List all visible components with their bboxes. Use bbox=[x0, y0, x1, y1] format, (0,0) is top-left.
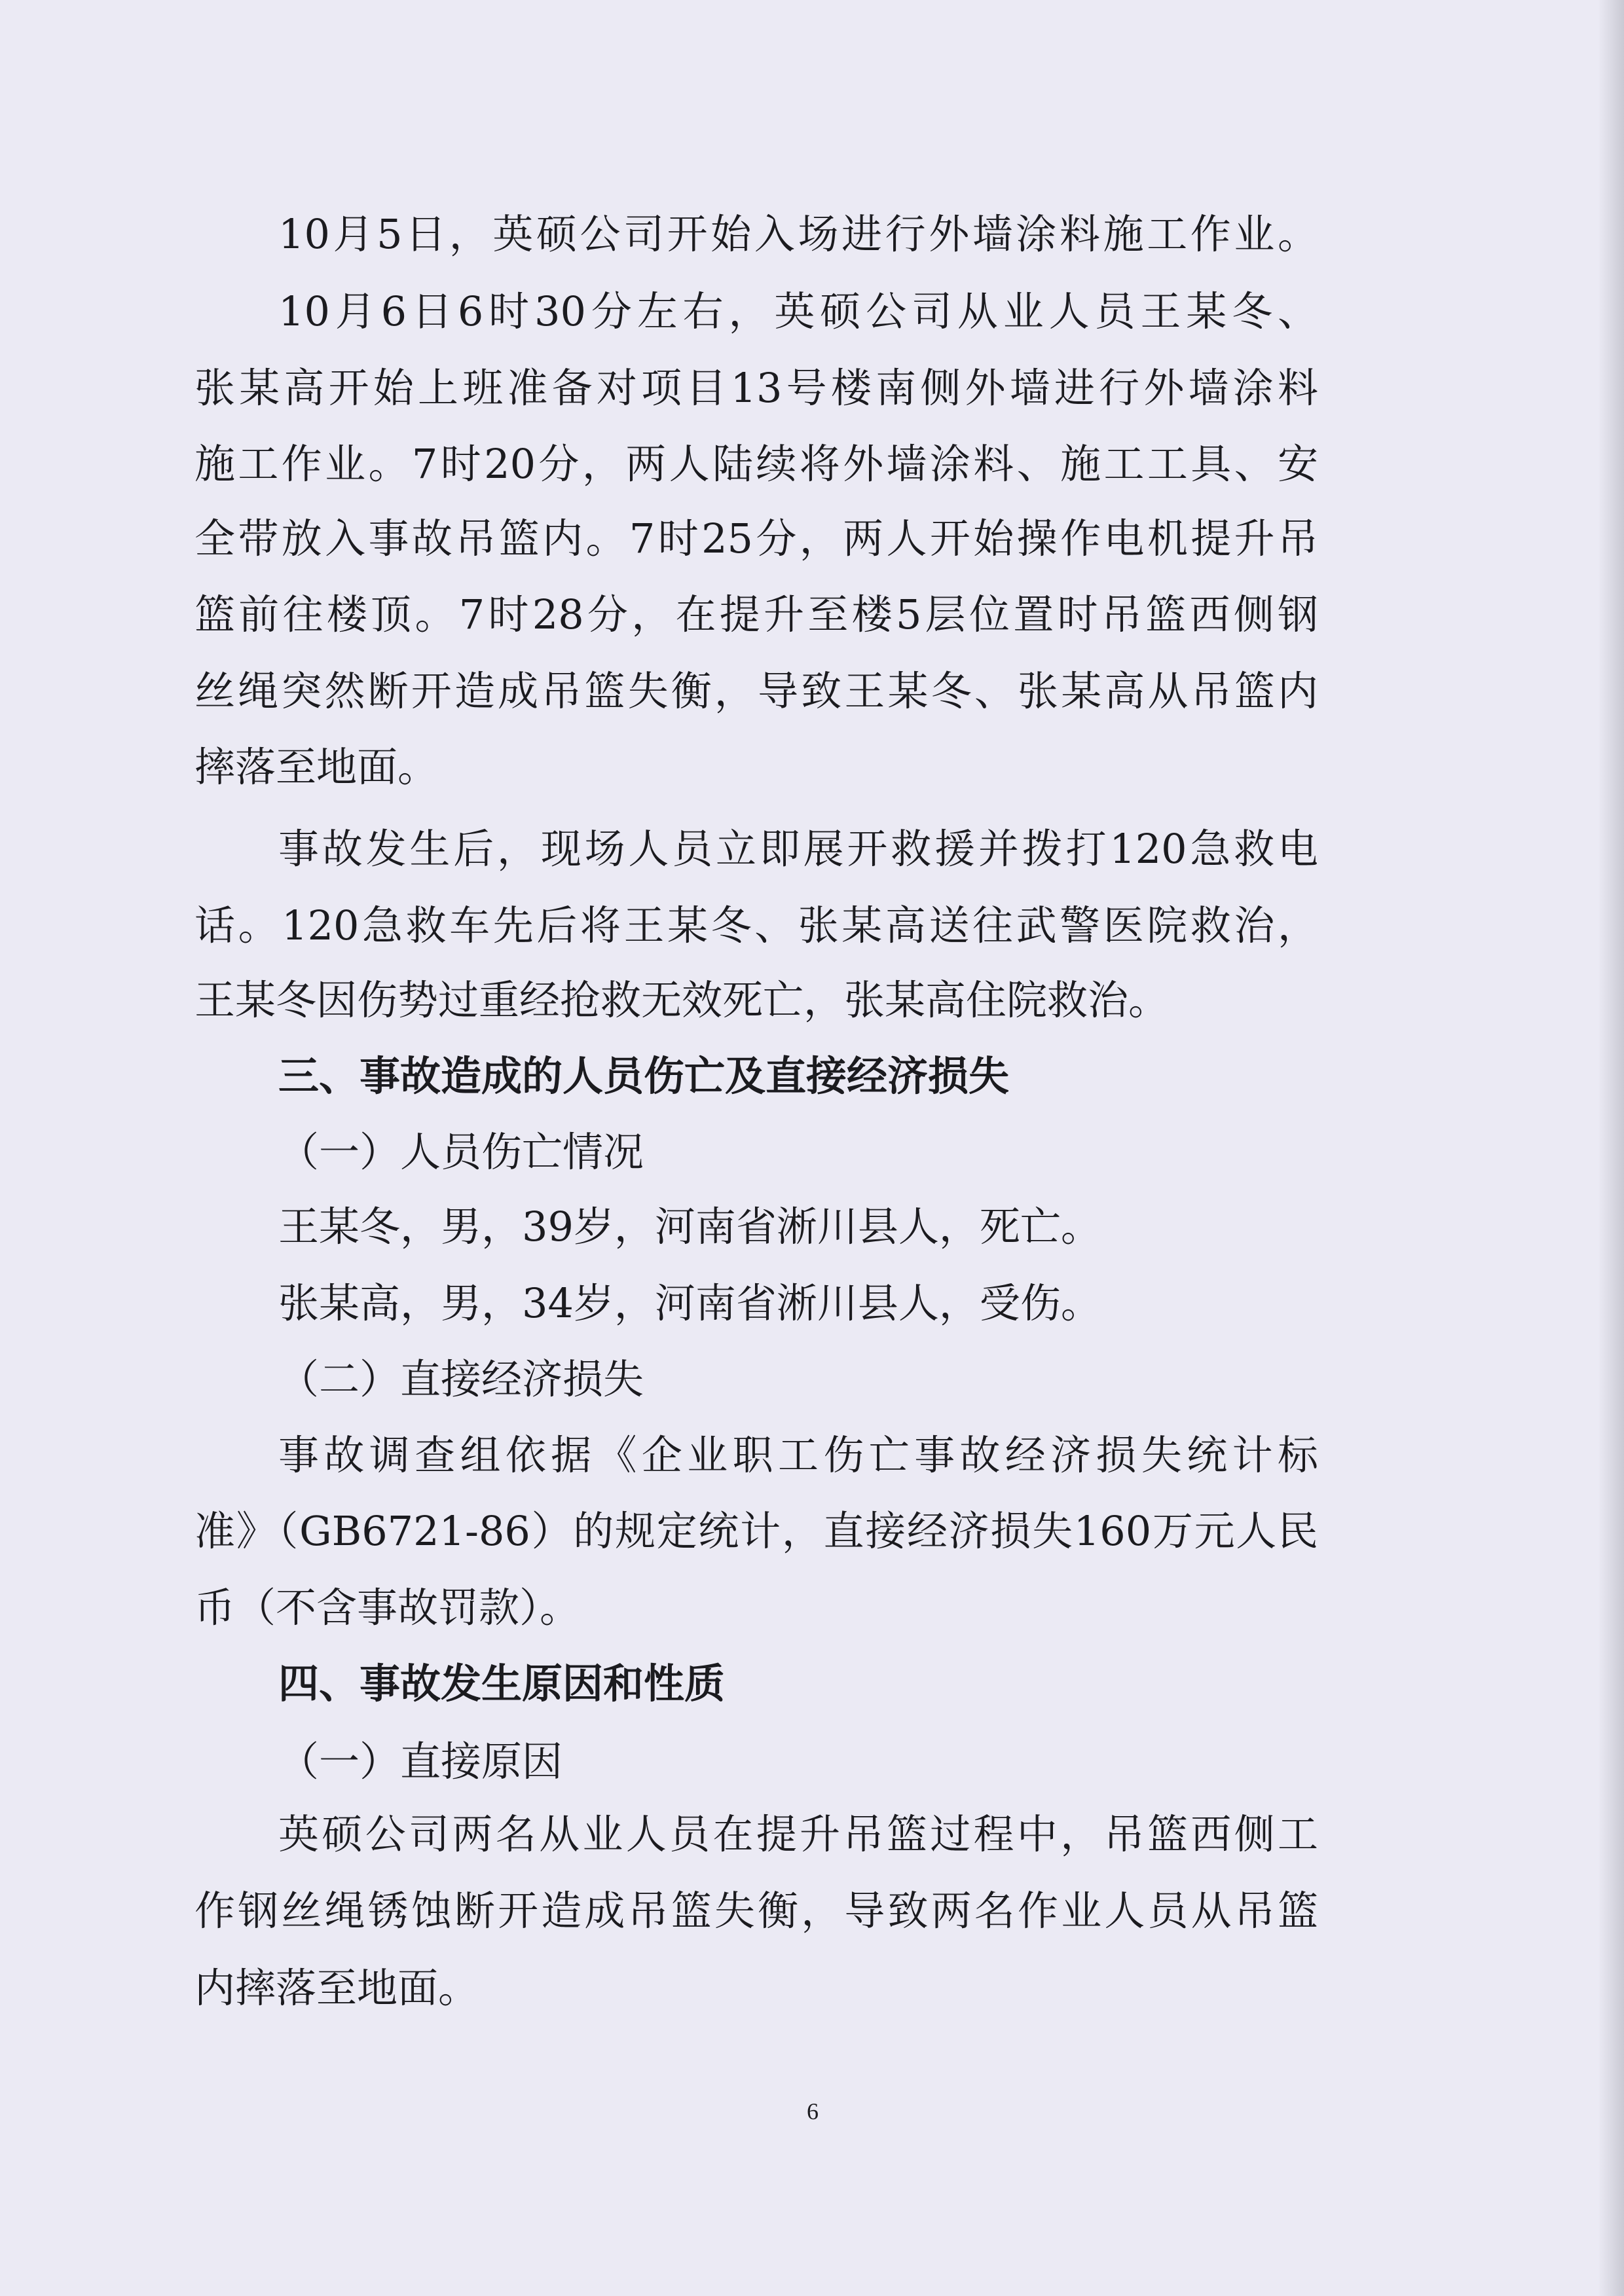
page-number: 6 bbox=[807, 2098, 819, 2124]
paragraph-line: 事故发生后，现场人员立即展开救援并拨打120急救电 bbox=[278, 825, 1318, 873]
paragraph-line: 英硕公司两名从业人员在提升吊篮过程中，吊篮西侧工 bbox=[278, 1810, 1318, 1858]
paragraph-line: 摔落至地面。 bbox=[194, 743, 439, 791]
paragraph-line: 准》（GB6721-86）的规定统计，直接经济损失160万元人民 bbox=[194, 1507, 1318, 1555]
paragraph-line: 内摔落至地面。 bbox=[194, 1964, 479, 2012]
paragraph-line: 全带放入事故吊篮内。7时25分，两人开始操作电机提升吊 bbox=[194, 515, 1318, 562]
subsection-heading: （二）直接经济损失 bbox=[278, 1355, 644, 1403]
paragraph-line: 篮前往楼顶。7时28分，在提升至楼5层位置时吊篮西侧钢 bbox=[194, 591, 1318, 638]
paragraph-line: 币（不含事故罚款）。 bbox=[194, 1584, 581, 1631]
paragraph-line: 王某冬因伤势过重经抢救无效死亡，张某高住院救治。 bbox=[194, 976, 1170, 1024]
paragraph-line: 10月6日6时30分左右，英硕公司从业人员王某冬、 bbox=[278, 287, 1318, 335]
paragraph-line: 施工作业。7时20分，两人陆续将外墙涂料、施工工具、安 bbox=[194, 440, 1318, 488]
scan-edge-shadow bbox=[1598, 0, 1624, 2296]
paragraph-line: 张某高开始上班准备对项目13号楼南侧外墙进行外墙涂料 bbox=[194, 364, 1318, 412]
section-heading: 三、事故造成的人员伤亡及直接经济损失 bbox=[278, 1052, 1010, 1100]
casualty-entry: 张某高，男，34岁，河南省淅川县人，受伤。 bbox=[278, 1279, 1101, 1327]
subsection-heading: （一）人员伤亡情况 bbox=[278, 1128, 644, 1176]
paragraph-line: 作钢丝绳锈蚀断开造成吊篮失衡，导致两名作业人员从吊篮 bbox=[194, 1887, 1318, 1935]
casualty-entry: 王某冬，男，39岁，河南省淅川县人，死亡。 bbox=[278, 1203, 1101, 1250]
paragraph-line: 话。120急救车先后将王某冬、张某高送往武警医院救治， bbox=[194, 902, 1318, 949]
section-heading: 四、事故发生原因和性质 bbox=[278, 1660, 726, 1707]
paragraph-line: 事故调查组依据《企业职工伤亡事故经济损失统计标 bbox=[278, 1431, 1318, 1479]
paragraph-line: 丝绳突然断开造成吊篮失衡，导致王某冬、张某高从吊篮内 bbox=[194, 667, 1318, 715]
paragraph-line: 10月5日，英硕公司开始入场进行外墙涂料施工作业。 bbox=[278, 210, 1318, 258]
subsection-heading: （一）直接原因 bbox=[278, 1738, 563, 1785]
